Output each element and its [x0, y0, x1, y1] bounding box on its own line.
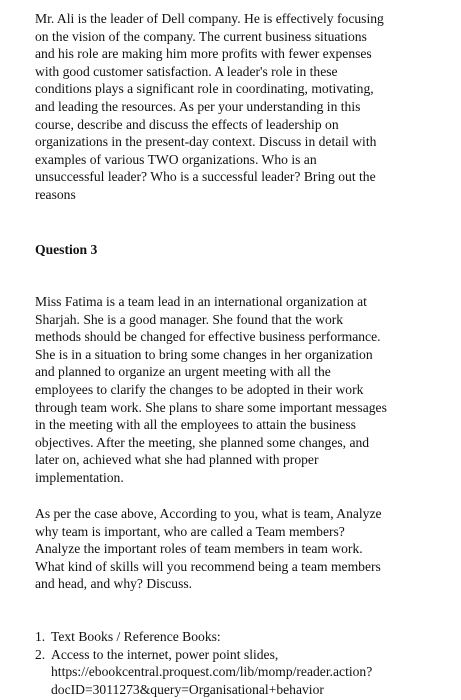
- references-list: [35, 628, 372, 698]
- question-3-prompt-paragraph: [35, 505, 382, 593]
- text-line: and his role are making him more profits with fewer expenses: [35, 46, 372, 62]
- text-line: What kind of skills will you recommend being a team members: [35, 558, 381, 574]
- text-line: in the meeting with all the employees to attain the business: [35, 417, 356, 433]
- reference-item: [35, 646, 372, 699]
- text-line: Sharjah. She is a good manager. She found that the work: [35, 311, 344, 327]
- leadership-case-paragraph: [35, 10, 384, 204]
- reference-link[interactable]: https://ebookcentral.proquest.com/lib/momp/reader.action?: [51, 664, 373, 680]
- question-3-heading: Question 3: [35, 242, 98, 257]
- text-line: methods should be changed for effective business performance.: [35, 329, 381, 345]
- team-case-paragraph: [35, 293, 387, 487]
- text-line: course, describe and discuss the effects of leadership on: [35, 116, 339, 132]
- text-line: Miss Fatima is a team lead in an international organization at: [35, 294, 367, 309]
- text-line: examples of various TWO organizations. Who is an: [35, 151, 317, 167]
- text-line: and leading the resources. As per your understanding in this: [35, 98, 361, 114]
- text-line: Analyze the important roles of team members in team work.: [35, 541, 363, 557]
- text-line: on the vision of the company. The current business situations: [35, 28, 367, 44]
- text-line: and planned to organize an urgent meeting with all the: [35, 364, 331, 380]
- text-line: later on, achieved what she had planned with proper: [35, 452, 319, 468]
- list-number: 1.: [35, 629, 46, 644]
- text-line: through team work. She plans to share some important messages: [35, 399, 387, 415]
- text-line: conditions plays a significant role in coordinating, motivating,: [35, 81, 374, 97]
- text-line: Access to the internet, power point slides,: [51, 646, 279, 662]
- text-line: Mr. Ali is the leader of Dell company. He is effectively focusing: [35, 11, 384, 26]
- text-line: reasons: [35, 186, 76, 202]
- text-line: objectives. After the meeting, she planned some changes, and: [35, 434, 370, 450]
- reference-link[interactable]: docID=3011273&query=Organisational+behavior: [51, 681, 324, 697]
- text-line: employees to clarify the changes to be adopted in their work: [35, 381, 364, 397]
- text-line: implementation.: [35, 469, 124, 485]
- text-line: with good customer satisfaction. A leader's role in these: [35, 63, 338, 79]
- text-line: She is in a situation to bring some changes in her organization: [35, 346, 373, 362]
- text-line: Text Books / Reference Books:: [51, 629, 221, 644]
- text-line: why team is important, who are called a Team members?: [35, 523, 345, 539]
- text-line: unsuccessful leader? Who is a successful leader? Bring out the: [35, 169, 376, 185]
- reference-item: [35, 628, 372, 646]
- text-line: As per the case above, According to you, what is team, Analyze: [35, 506, 382, 521]
- text-line: organizations in the present-day context. Discuss in detail with: [35, 134, 377, 150]
- text-line: and head, and why? Discuss.: [35, 576, 193, 592]
- list-number: 2.: [35, 646, 46, 662]
